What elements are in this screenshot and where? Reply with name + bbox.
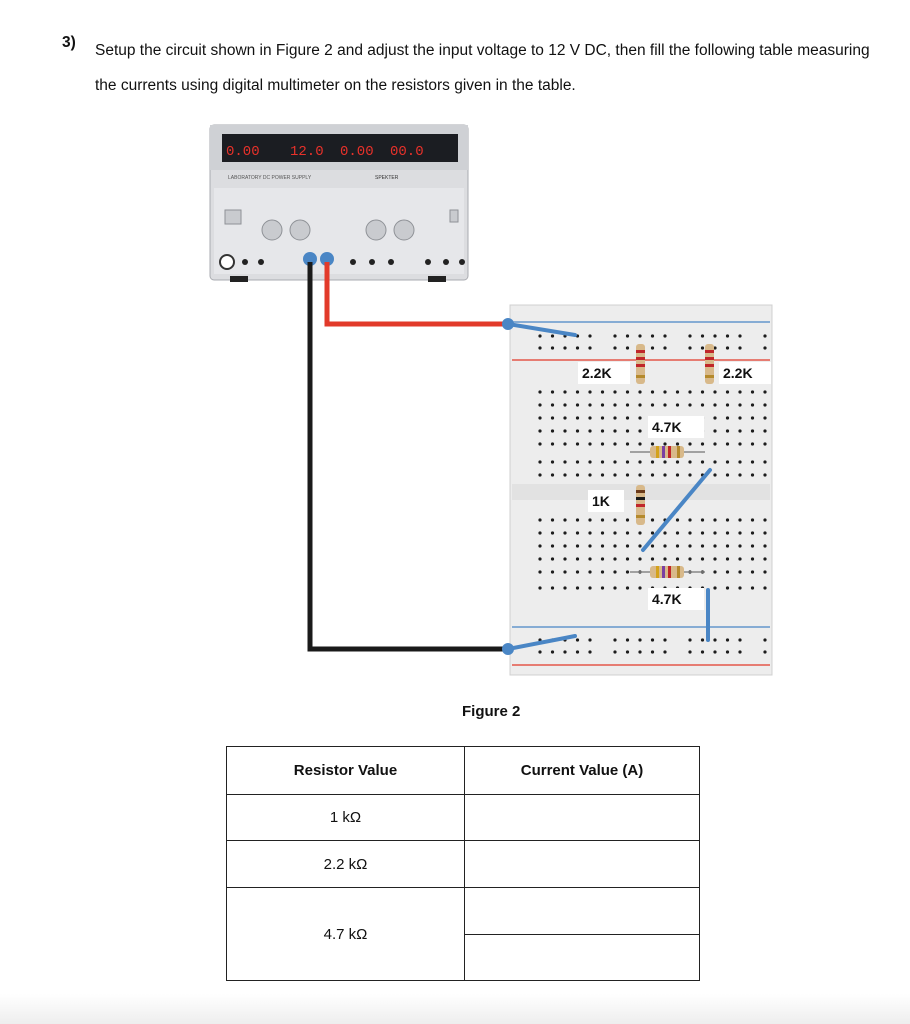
ps-display-3: 0.00 [340, 144, 374, 160]
ps-display-4: 00.0 [390, 144, 424, 160]
ps-brand: SPEKTER [375, 175, 399, 181]
label-r1: 2.2K [582, 365, 612, 381]
label-r4: 1K [592, 493, 610, 509]
label-r3: 4.7K [652, 419, 682, 435]
cell-resistor-3: 4.7 kΩ [227, 888, 465, 981]
cell-current-2[interactable] [465, 841, 700, 888]
power-supply [210, 125, 468, 282]
resistor-r2 [705, 344, 714, 384]
cell-resistor-2: 2.2 kΩ [227, 841, 465, 888]
question-text: Setup the circuit shown in Figure 2 and adjust the input voltage to 12 V DC, then fill the following table measuring the currents using digital multimeter on the resistors given in the table. [95, 42, 870, 94]
cell-resistor-1: 1 kΩ [227, 795, 465, 841]
ps-display-2: 12.0 [290, 144, 324, 160]
label-r5: 4.7K [652, 591, 682, 607]
page-footer-shade [0, 994, 910, 1024]
header-current: Current Value (A) [465, 747, 700, 795]
cell-current-1[interactable] [465, 795, 700, 841]
cell-current-3[interactable] [465, 888, 700, 935]
resistor-r4 [636, 485, 645, 525]
resistor-r1 [636, 344, 645, 384]
figure-caption: Figure 2 [462, 703, 521, 720]
cell-current-extra[interactable] [465, 935, 700, 981]
current-table [226, 746, 700, 981]
ps-display-1: 0.00 [226, 144, 260, 160]
black-wire [310, 262, 508, 649]
label-r2: 2.2K [723, 365, 753, 381]
ps-label: LABORATORY DC POWER SUPPLY [228, 175, 312, 181]
header-resistor: Resistor Value [227, 747, 465, 795]
question-number: 3) [62, 34, 76, 51]
